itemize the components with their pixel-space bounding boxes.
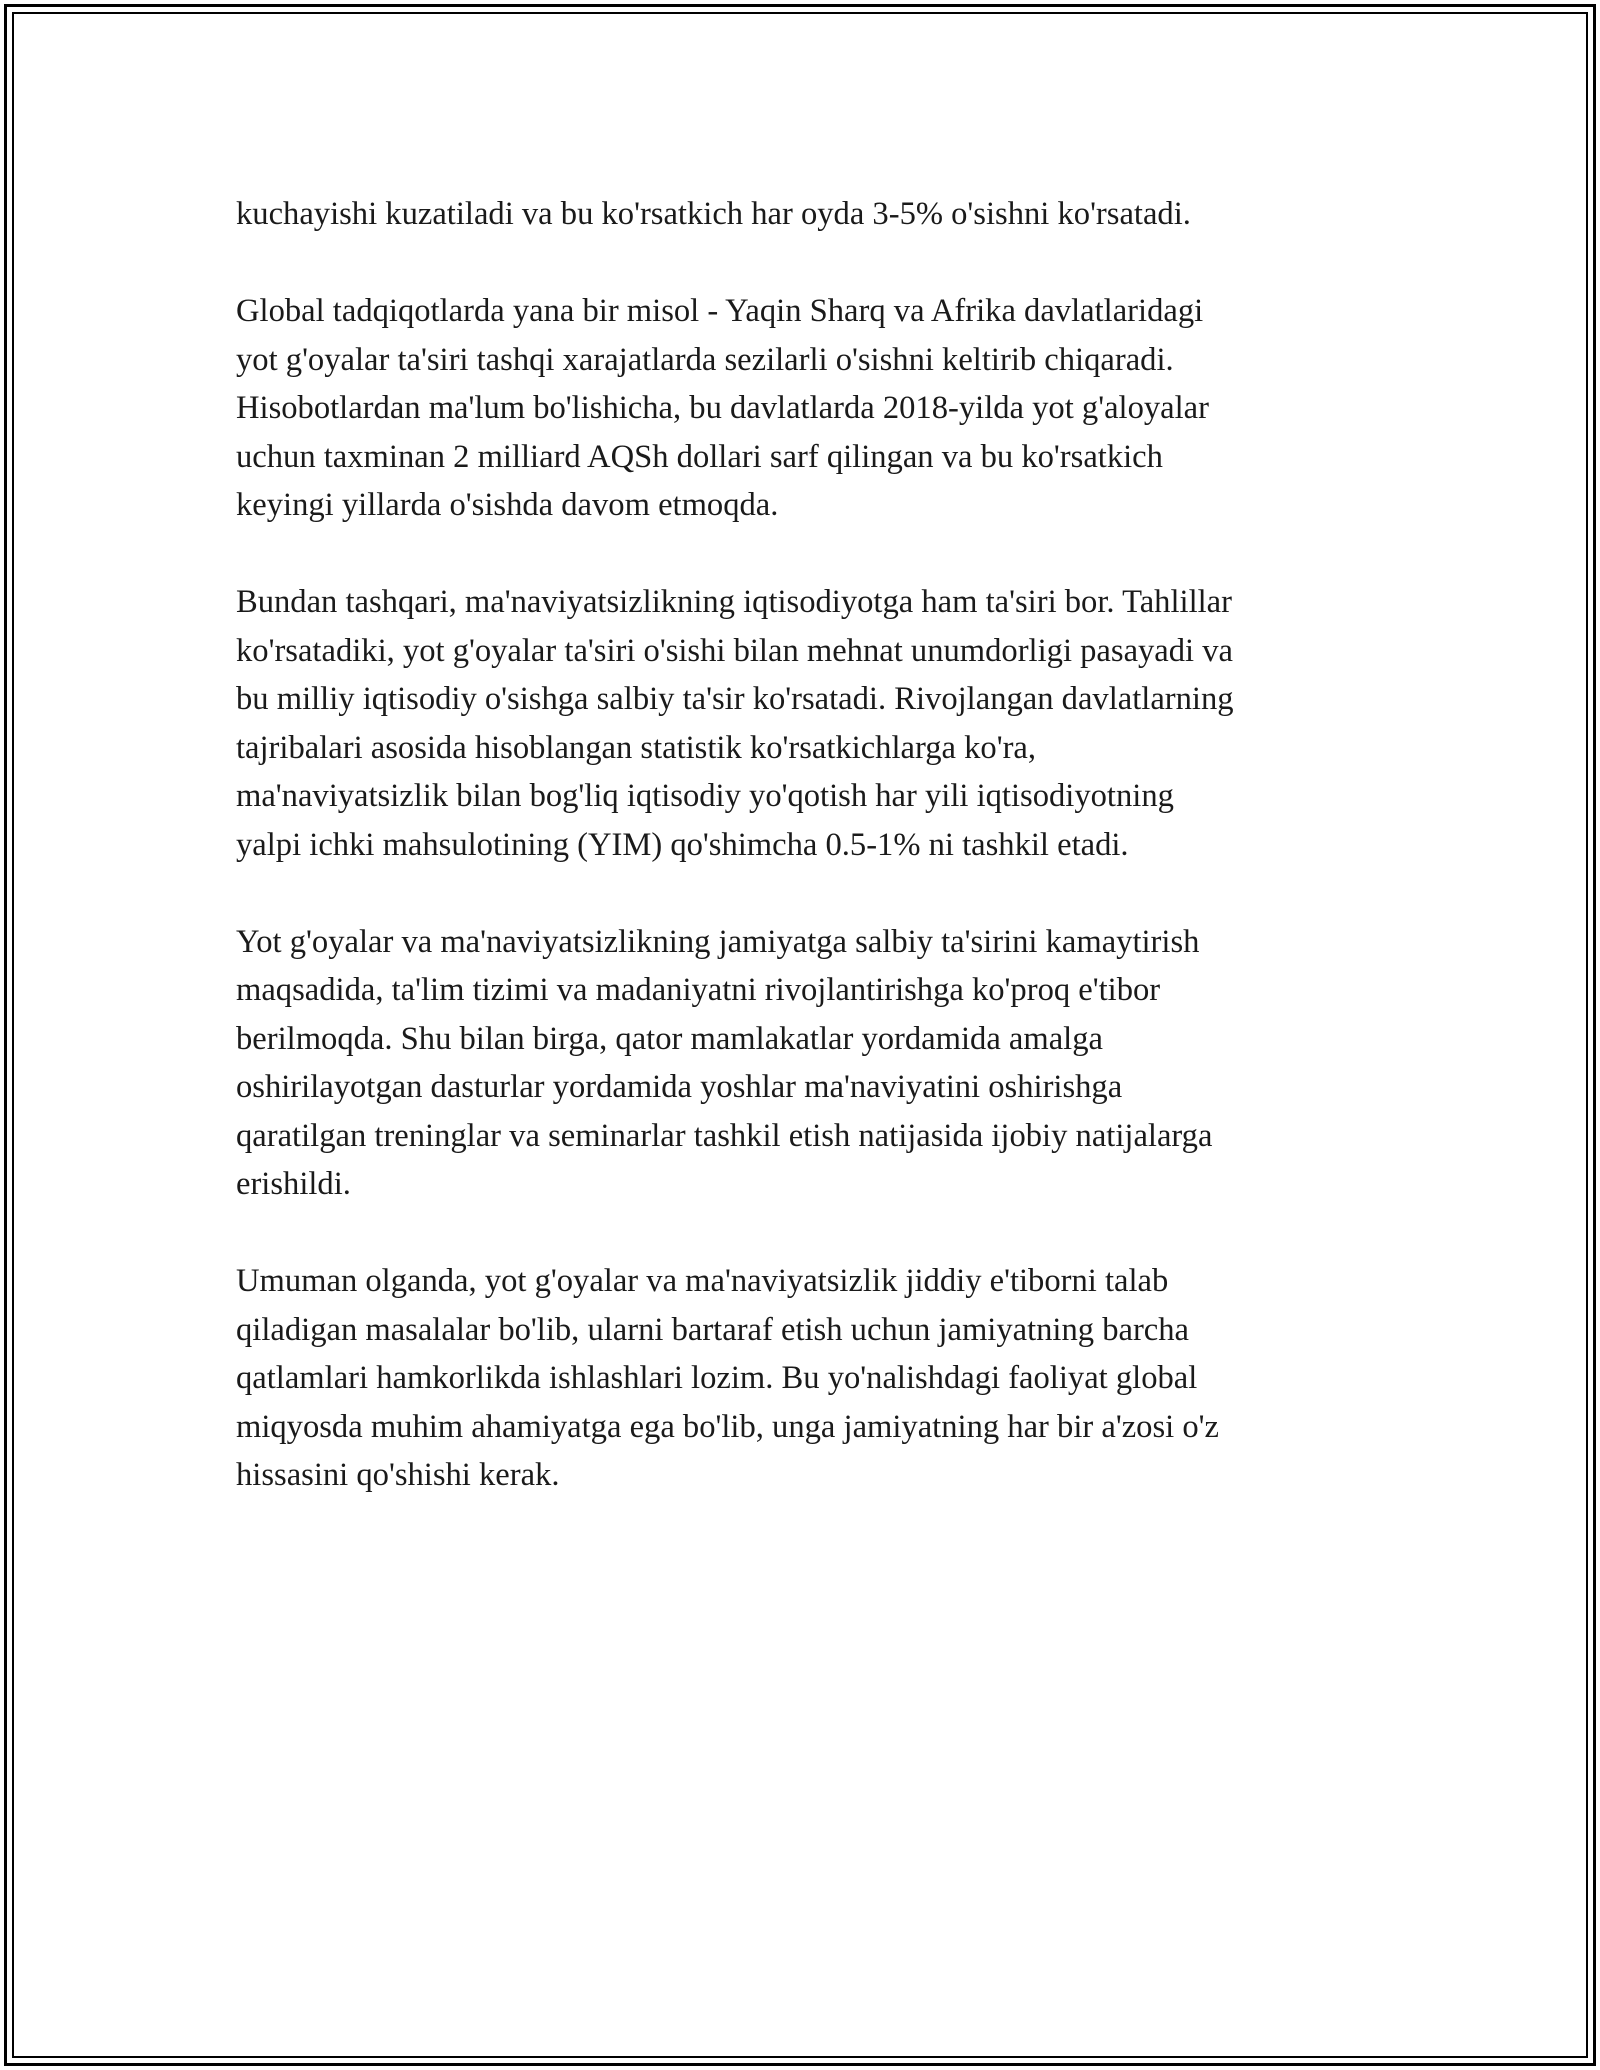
paragraph-1: kuchayishi kuzatiladi va bu ko'rsatkich har oyda 3-5% o'sishni ko'rsatadi.	[236, 196, 1191, 232]
paragraph-3: Bundan tashqari, ma'naviyatsizlikning iqtisodiyotga ham ta'siri bor. Tahlillar ko'rsatadiki, yot g'oyalar ta'siri o'sishi bilan mehnat unumdorligi pasayadi va bu milliy iqtisodiy o'sishga salbiy ta'sir ko'rsatadi. Rivojlangan davlatlarning tajribalari asosida hisoblangan statistik ko'rsatkichlarga ko'ra, ma'naviyatsizlik bilan bog'liq iqtisodiy yo'qotish har yili iqtisodiyotning yalpi ichki mahsulotining (YIM) qo'shimcha 0.5-1% ni tashkil etadi.	[236, 584, 1234, 863]
document-body	[236, 190, 1366, 1548]
paragraph-2: Global tadqiqotlarda yana bir misol - Yaqin Sharq va Afrika davlatlaridagi yot g'oyalar ta'siri tashqi xarajatlarda sezilarli o'sishni keltirib chiqaradi. Hisobotlardan ma'lum bo'lishicha, bu davlatlarda 2018-yilda yot g'aloyalar uchun taxminan 2 milliard AQSh dollari sarf qilingan va bu ko'rsatkich keyingi yillarda o'sishda davom etmoqda.	[236, 293, 1209, 523]
paragraph-4: Yot g'oyalar va ma'naviyatsizlikning jamiyatga salbiy ta'sirini kamaytirish maqsadida, ta'lim tizimi va madaniyatni rivojlantirishga ko'proq e'tibor berilmoqda. Shu bilan birga, qator mamlakatlar yordamida amalga oshirilayotgan dasturlar yordamida yoshlar ma'naviyatini oshirishga qaratilgan treninglar va seminarlar tashkil etish natijasida ijobiy natijalarga erishildi.	[236, 923, 1213, 1202]
paragraph-5: Umuman olganda, yot g'oyalar va ma'naviyatsizlik jiddiy e'tiborni talab qiladigan masalalar bo'lib, ularni bartaraf etish uchun jamiyatning barcha qatlamlari hamkorlikda ishlashlari lozim. Bu yo'nalishdagi faoliyat global miqyosda muhim ahamiyatga ega bo'lib, unga jamiyatning har bir a'zosi o'z hissasini qo'shishi kerak.	[236, 1263, 1219, 1493]
